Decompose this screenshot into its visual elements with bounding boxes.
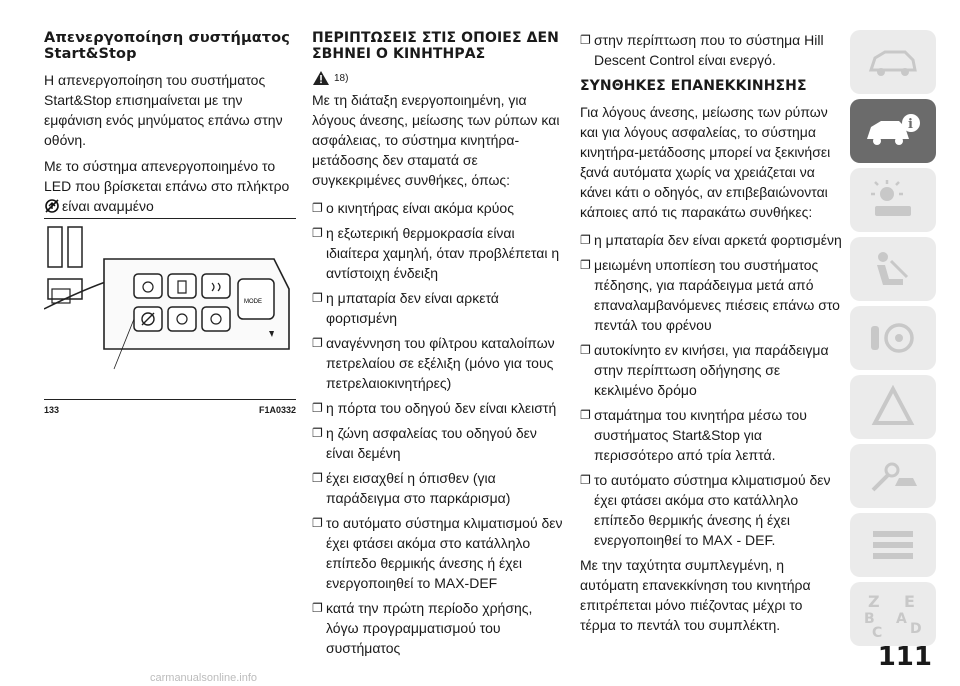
checkbox-bullet-icon: ❐ — [312, 601, 323, 615]
warning-reference — [312, 70, 568, 86]
list-item: ❐ η ζώνη ασφαλείας του οδηγού δεν είναι δεμένη — [312, 425, 537, 461]
list-item: ❐ στην περίπτωση που το σύστημα Hill Descent Control είναι ενεργό. — [580, 32, 824, 68]
svg-text:C: C — [872, 625, 883, 639]
checkbox-bullet-icon: ❐ — [312, 471, 323, 485]
list-item: ❐ αναγέννηση του φίλτρου καταλοίπων πετρελαίου σε εξέλιξη (μόνο για τους πετρελαιοκινητήρες) — [312, 335, 555, 391]
svg-text:Z: Z — [868, 592, 880, 611]
list-item: ❐ η μπαταρία δεν είναι αρκετά φορτισμένη — [580, 232, 842, 248]
page-number: 111 — [877, 642, 932, 672]
car-info-icon — [863, 109, 923, 153]
svg-text:B: B — [864, 611, 875, 627]
list-item: ❐ μειωμένη υποπίεση του συστήματος πέδησης, για παράδειγμα μετά από επαναλαμβανόμενες πιέσεις επάνω στο πεντάλ του φρένου — [580, 257, 840, 333]
checkbox-bullet-icon: ❐ — [312, 291, 323, 305]
checkbox-bullet-icon: ❐ — [312, 426, 323, 440]
checkbox-bullet-icon: ❐ — [312, 201, 323, 215]
checkbox-bullet-icon: ❐ — [312, 336, 323, 350]
checkbox-bullet-icon: ❐ — [580, 408, 591, 422]
checkbox-bullet-icon: ❐ — [312, 401, 323, 415]
section-heading-start-stop-off: Απενεργοποίηση συστήματος Start&Stop — [44, 30, 290, 62]
list-item: ❐ το αυτόματο σύστημα κλιματισμού δεν έχει φτάσει ακόμα στο κατάλληλο επίπεδο θερμικής άνεσης ή έχει ενεργοποιηθεί το MAX-DEF — [312, 515, 563, 591]
tab-specs[interactable] — [850, 513, 936, 577]
checkbox-bullet-icon: ❐ — [580, 258, 591, 272]
specs-icon — [865, 523, 921, 567]
list-engine-not-stopping — [312, 198, 568, 658]
figure-number: 133 — [44, 405, 60, 415]
car-exterior-icon — [865, 42, 921, 82]
warning-lights-icon — [865, 178, 921, 222]
svg-text:i: i — [908, 117, 913, 132]
tab-warning-lights[interactable] — [850, 168, 936, 232]
column-2 — [312, 30, 568, 663]
paragraph-clutch-restart: Με την ταχύτητα συμπλεγμένη, η αυτόματη επανεκκίνηση του κινητήρα επιτρέπεται μόνο πιέζοντας μέχρι το τέρμα το πεντάλ του συμπλέκτη. — [580, 557, 811, 633]
checkbox-bullet-icon: ❐ — [580, 33, 591, 47]
checkbox-bullet-icon: ❐ — [312, 516, 323, 530]
paragraph-led-text: Με το σύστημα απενεργοποιημένο το LED που βρίσκεται επάνω στο πλήκτρο — [44, 158, 290, 194]
svg-text:D: D — [910, 621, 922, 637]
paragraph-conditions-intro: Με τη διάταξη ενεργοποιημένη, για λόγους άνεσης, μείωσης των ρύπων και ασφάλειας, το σύστημα κινητήρα-μετάδοσης δεν σταματά σε συγκεκριμένες συνθήκες, όπως: — [312, 92, 560, 188]
wrench-car-icon — [865, 454, 921, 498]
list-item: ❐ κατά την πρώτη περίοδο χρήσης, λόγω προγραμματισμού του συστήματος — [312, 600, 533, 656]
paragraph-restart-intro: Για λόγους άνεσης, μείωσης των ρύπων και για λόγους ασφαλείας, το σύστημα κινητήρα-μετάδοσης μπορεί να ξεκινήσει ξανά αυτόματα χωρίς να χρειάζεται να κάνει κάτι ο οδηγός, αν επιβεβαιώνονται κάποιες από τις παρακάτω συνθήκες: — [580, 104, 831, 220]
warning-ref-number: 18) — [334, 72, 349, 84]
svg-text:E: E — [904, 592, 915, 611]
list-item: ❐ ο κινητήρας είναι ακόμα κρύος — [312, 200, 514, 216]
tab-maintenance[interactable] — [850, 444, 936, 508]
warning-triangle-icon — [312, 70, 330, 86]
list-item: ❐ η πόρτα του οδηγού δεν είναι κλειστή — [312, 400, 557, 416]
paragraph-led-tail: είναι αναμμένο — [62, 198, 154, 214]
list-item: ❐ σταμάτημα του κινητήρα μέσω του συστήματος Start&Stop για περισσότερο από τρία λεπτά. — [580, 407, 807, 463]
watermark: carmanualsonline.info — [150, 672, 258, 684]
seat-airbag-icon — [865, 247, 921, 291]
tab-car-info[interactable] — [850, 99, 936, 163]
paragraph-deactivation-message: Η απενεργοποίηση του συστήματος Start&Stop επισημαίνεται με την εμφάνιση ενός μηνύματος επάνω στην οθόνη. — [44, 72, 283, 148]
section-heading-engine-not-stopping: ΠΕΡΙΠΤΩΣΕΙΣ ΣΤΙΣ ΟΠΟΙΕΣ ΔΕΝ ΣΒΗΝΕΙ Ο ΚΙΝΗΤΗΡΑΣ — [312, 30, 559, 62]
svg-text:A: A — [896, 611, 907, 627]
emergency-triangle-icon — [865, 385, 921, 429]
list-item: ❐ η μπαταρία δεν είναι αρκετά φορτισμένη — [312, 290, 499, 326]
tab-seat-airbag[interactable] — [850, 237, 936, 301]
list-hill-descent — [580, 30, 842, 70]
mode-label: MODE — [244, 299, 262, 305]
column-3 — [580, 30, 842, 641]
tab-alphabet-index[interactable] — [850, 582, 936, 646]
list-item: ❐ η εξωτερική θερμοκρασία είναι ιδιαίτερα χαμηλή, όταν προβλέπεται η αντίστοιχη ένδειξη — [312, 225, 560, 281]
tab-steering-key[interactable] — [850, 306, 936, 370]
figure-control-panel — [44, 218, 296, 415]
start-stop-off-icon — [44, 198, 60, 219]
figure-code: F1A0332 — [258, 405, 296, 415]
paragraph-led — [44, 156, 294, 219]
checkbox-bullet-icon: ❐ — [312, 226, 323, 240]
list-restart-conditions — [580, 230, 842, 550]
tab-car-exterior[interactable] — [850, 30, 936, 94]
list-item: ❐ αυτοκίνητο εν κινήσει, για παράδειγμα στην περίπτωση οδήγησης σε κεκλιμένο δρόμο — [580, 342, 829, 398]
section-heading-restart-conditions: ΣΥΝΘΗΚΕΣ ΕΠΑΝΕΚΚΙΝΗΣΗΣ — [580, 78, 807, 94]
chapter-sidebar — [850, 30, 936, 651]
checkbox-bullet-icon: ❐ — [580, 343, 591, 357]
checkbox-bullet-icon: ❐ — [580, 233, 591, 247]
steering-key-icon — [865, 316, 921, 360]
alphabet-index-icon — [858, 589, 928, 639]
tab-emergency[interactable] — [850, 375, 936, 439]
column-1 — [44, 30, 294, 225]
list-item: ❐ έχει εισαχθεί η όπισθεν (για παράδειγμα στο παρκάρισμα) — [312, 470, 511, 506]
control-panel-illustration — [44, 219, 296, 399]
checkbox-bullet-icon: ❐ — [580, 473, 591, 487]
list-item: ❐ το αυτόματο σύστημα κλιματισμού δεν έχει φτάσει ακόμα στο κατάλληλο επίπεδο θερμικής άνεσης ή έχει ενεργοποιηθεί το MAX - DEF. — [580, 472, 831, 548]
